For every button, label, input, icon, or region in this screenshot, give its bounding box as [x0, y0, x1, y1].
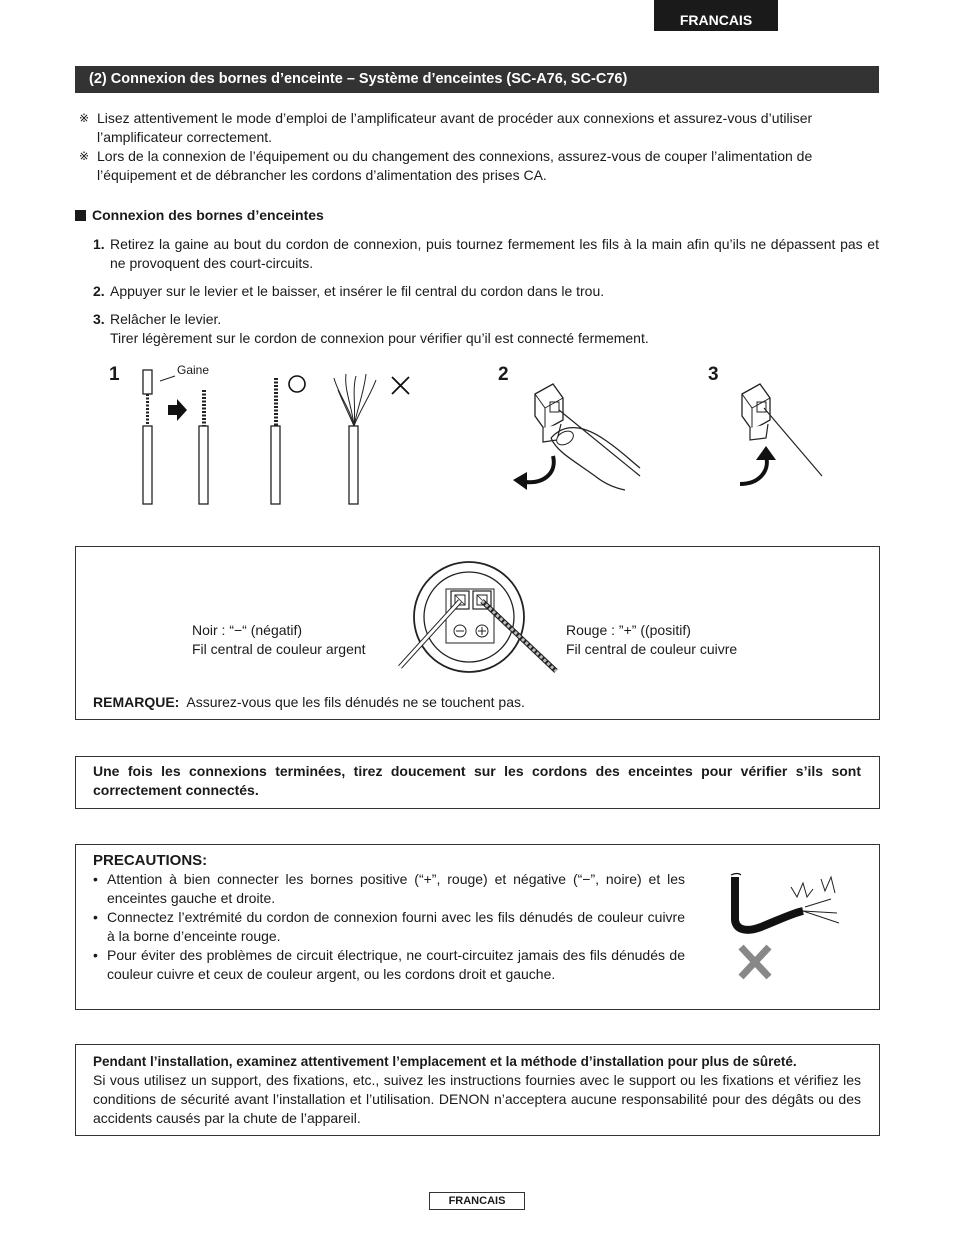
negative-terminal-polarity: Noir : “−“ (négatif) — [192, 622, 303, 638]
wire-stripping-illustration — [120, 360, 440, 505]
negative-terminal-wire-color: Fil central de couleur argent — [192, 641, 366, 657]
installation-safety-box — [75, 1044, 880, 1136]
precautions-box — [75, 844, 880, 1010]
check-connection-box — [75, 756, 880, 809]
note-1 — [79, 109, 879, 147]
square-bullet-icon — [75, 210, 86, 221]
figure-label-3: 3 — [708, 364, 719, 385]
language-tab: FRANCAIS — [654, 0, 778, 31]
terminal-plate-diagram — [396, 559, 566, 677]
section-number: (2) — [89, 71, 107, 87]
step-text-line2: Tirer légèrement sur le cordon de connexion pour vérifier qu’il est connecté fermement. — [110, 330, 649, 346]
negative-terminal-label — [192, 621, 366, 659]
sheathed-cable — [143, 370, 175, 504]
section-title: Connexion des bornes d’enceinte – Système d’enceintes (SC-A76, SC-C76) — [110, 71, 628, 87]
cross-bad-icon — [741, 947, 769, 977]
step-text-line1: Relâcher le levier. — [110, 311, 222, 327]
precaution-item: • Attention à bien connecter les bornes positive (“+”, rouge) et négative (“−”, noire) et les enceintes gauche et droite. — [93, 871, 685, 906]
installation-safety-heading: Pendant l’installation, examinez attentivement l’emplacement et la méthode d’installation pour plus de sûreté. — [93, 1054, 797, 1069]
subheading — [75, 207, 324, 223]
shorted-wires — [731, 874, 839, 930]
terminal-press-lever-illustration — [505, 380, 645, 495]
note-marker: ※ — [79, 111, 90, 125]
section-title-bar — [75, 66, 879, 93]
short-circuit-warning-illustration — [721, 867, 846, 985]
correct-twisted-wire — [271, 378, 280, 504]
step-1 — [93, 235, 879, 273]
gaine-label: Gaine — [177, 363, 210, 377]
check-connection-text: Une fois les connexions terminées, tirez doucement sur les cordons des enceintes pour vérifier s’ils sont correctement connectés. — [93, 763, 861, 798]
curved-arrow-up-icon — [740, 446, 776, 484]
installation-safety-text: Si vous utilisez un support, des fixations, etc., suivez les instructions fournies avec le support ou les fixations et vérifiez les conditions de sécurité avant l’installation et l’utilisation. DENON n’acceptera aucune responsabilité pour des dégâts ou des accidents causés par la chute de l’appareil. — [93, 1072, 861, 1126]
arrow-right-icon — [168, 399, 187, 421]
speaker-terminal — [535, 384, 563, 442]
positive-terminal-wire-color: Fil central de couleur cuivre — [566, 641, 738, 657]
note-marker: ※ — [79, 149, 90, 163]
precautions-list — [93, 870, 685, 984]
precaution-item: • Connectez l’extrémité du cordon de connexion fourni avec les fils dénudés de couleur cuivre à la borne d’enceinte rouge. — [93, 909, 685, 944]
finger — [551, 428, 640, 490]
installation-safety-content — [93, 1052, 861, 1128]
remark-text: Assurez-vous que les fils dénudés ne se touchent pas. — [186, 694, 525, 710]
step-number: 1. — [93, 236, 105, 252]
positive-terminal-label — [566, 621, 737, 659]
step-3 — [93, 310, 879, 348]
speaker-cord — [559, 410, 640, 476]
figure-label-1: 1 — [109, 364, 120, 385]
precautions-title: PRECAUTIONS: — [93, 852, 208, 869]
speaker-cord — [764, 408, 822, 476]
speaker-terminal — [742, 384, 770, 440]
precaution-item: • Pour éviter des problèmes de circuit électrique, ne court-circuitez jamais des fils dénudés de couleur cuivre et ceux de couleur argent, ou les cordons droit et gauche. — [93, 947, 685, 982]
footer-language-tag: FRANCAIS — [429, 1192, 525, 1210]
figure-label-2: 2 — [498, 364, 509, 385]
spark-icon — [791, 877, 835, 897]
step-text — [110, 310, 879, 348]
splayed-wire — [334, 374, 376, 504]
circle-ok-icon — [289, 376, 305, 392]
step-2 — [93, 282, 879, 301]
terminal-diagram-box — [75, 546, 880, 720]
terminal-release-lever-illustration — [720, 380, 830, 495]
note-text: Lors de la connexion de l’équipement ou du changement des connexions, assurez-vous de couper l’alimentation de l’équipement et de débrancher les cordons d’alimentation des prises CA. — [97, 148, 813, 183]
note-2 — [79, 147, 879, 185]
note-text: Lisez attentivement le mode d’emploi de l’amplificateur avant de procéder aux connexions et assurez-vous d’utiliser l’amplificateur correctement. — [97, 110, 813, 145]
cross-bad-icon — [392, 377, 409, 394]
subheading-text: Connexion des bornes d’enceintes — [92, 207, 324, 223]
step-number: 2. — [93, 283, 105, 299]
step-text: Retirez la gaine au bout du cordon de connexion, puis tournez fermement les fils à la main afin qu’ils ne dépassent pas et ne provoquent des court-circuits. — [110, 236, 879, 271]
step-text: Appuyer sur le levier et le baisser, et insérer le fil central du cordon dans le trou. — [110, 283, 605, 299]
curved-arrow-down-icon — [513, 456, 554, 490]
positive-terminal-polarity: Rouge : ”+” ((positif) — [566, 622, 691, 638]
step-number: 3. — [93, 311, 105, 327]
stripped-cable — [199, 390, 208, 504]
remark — [93, 693, 525, 712]
remark-label: REMARQUE: — [93, 694, 180, 710]
